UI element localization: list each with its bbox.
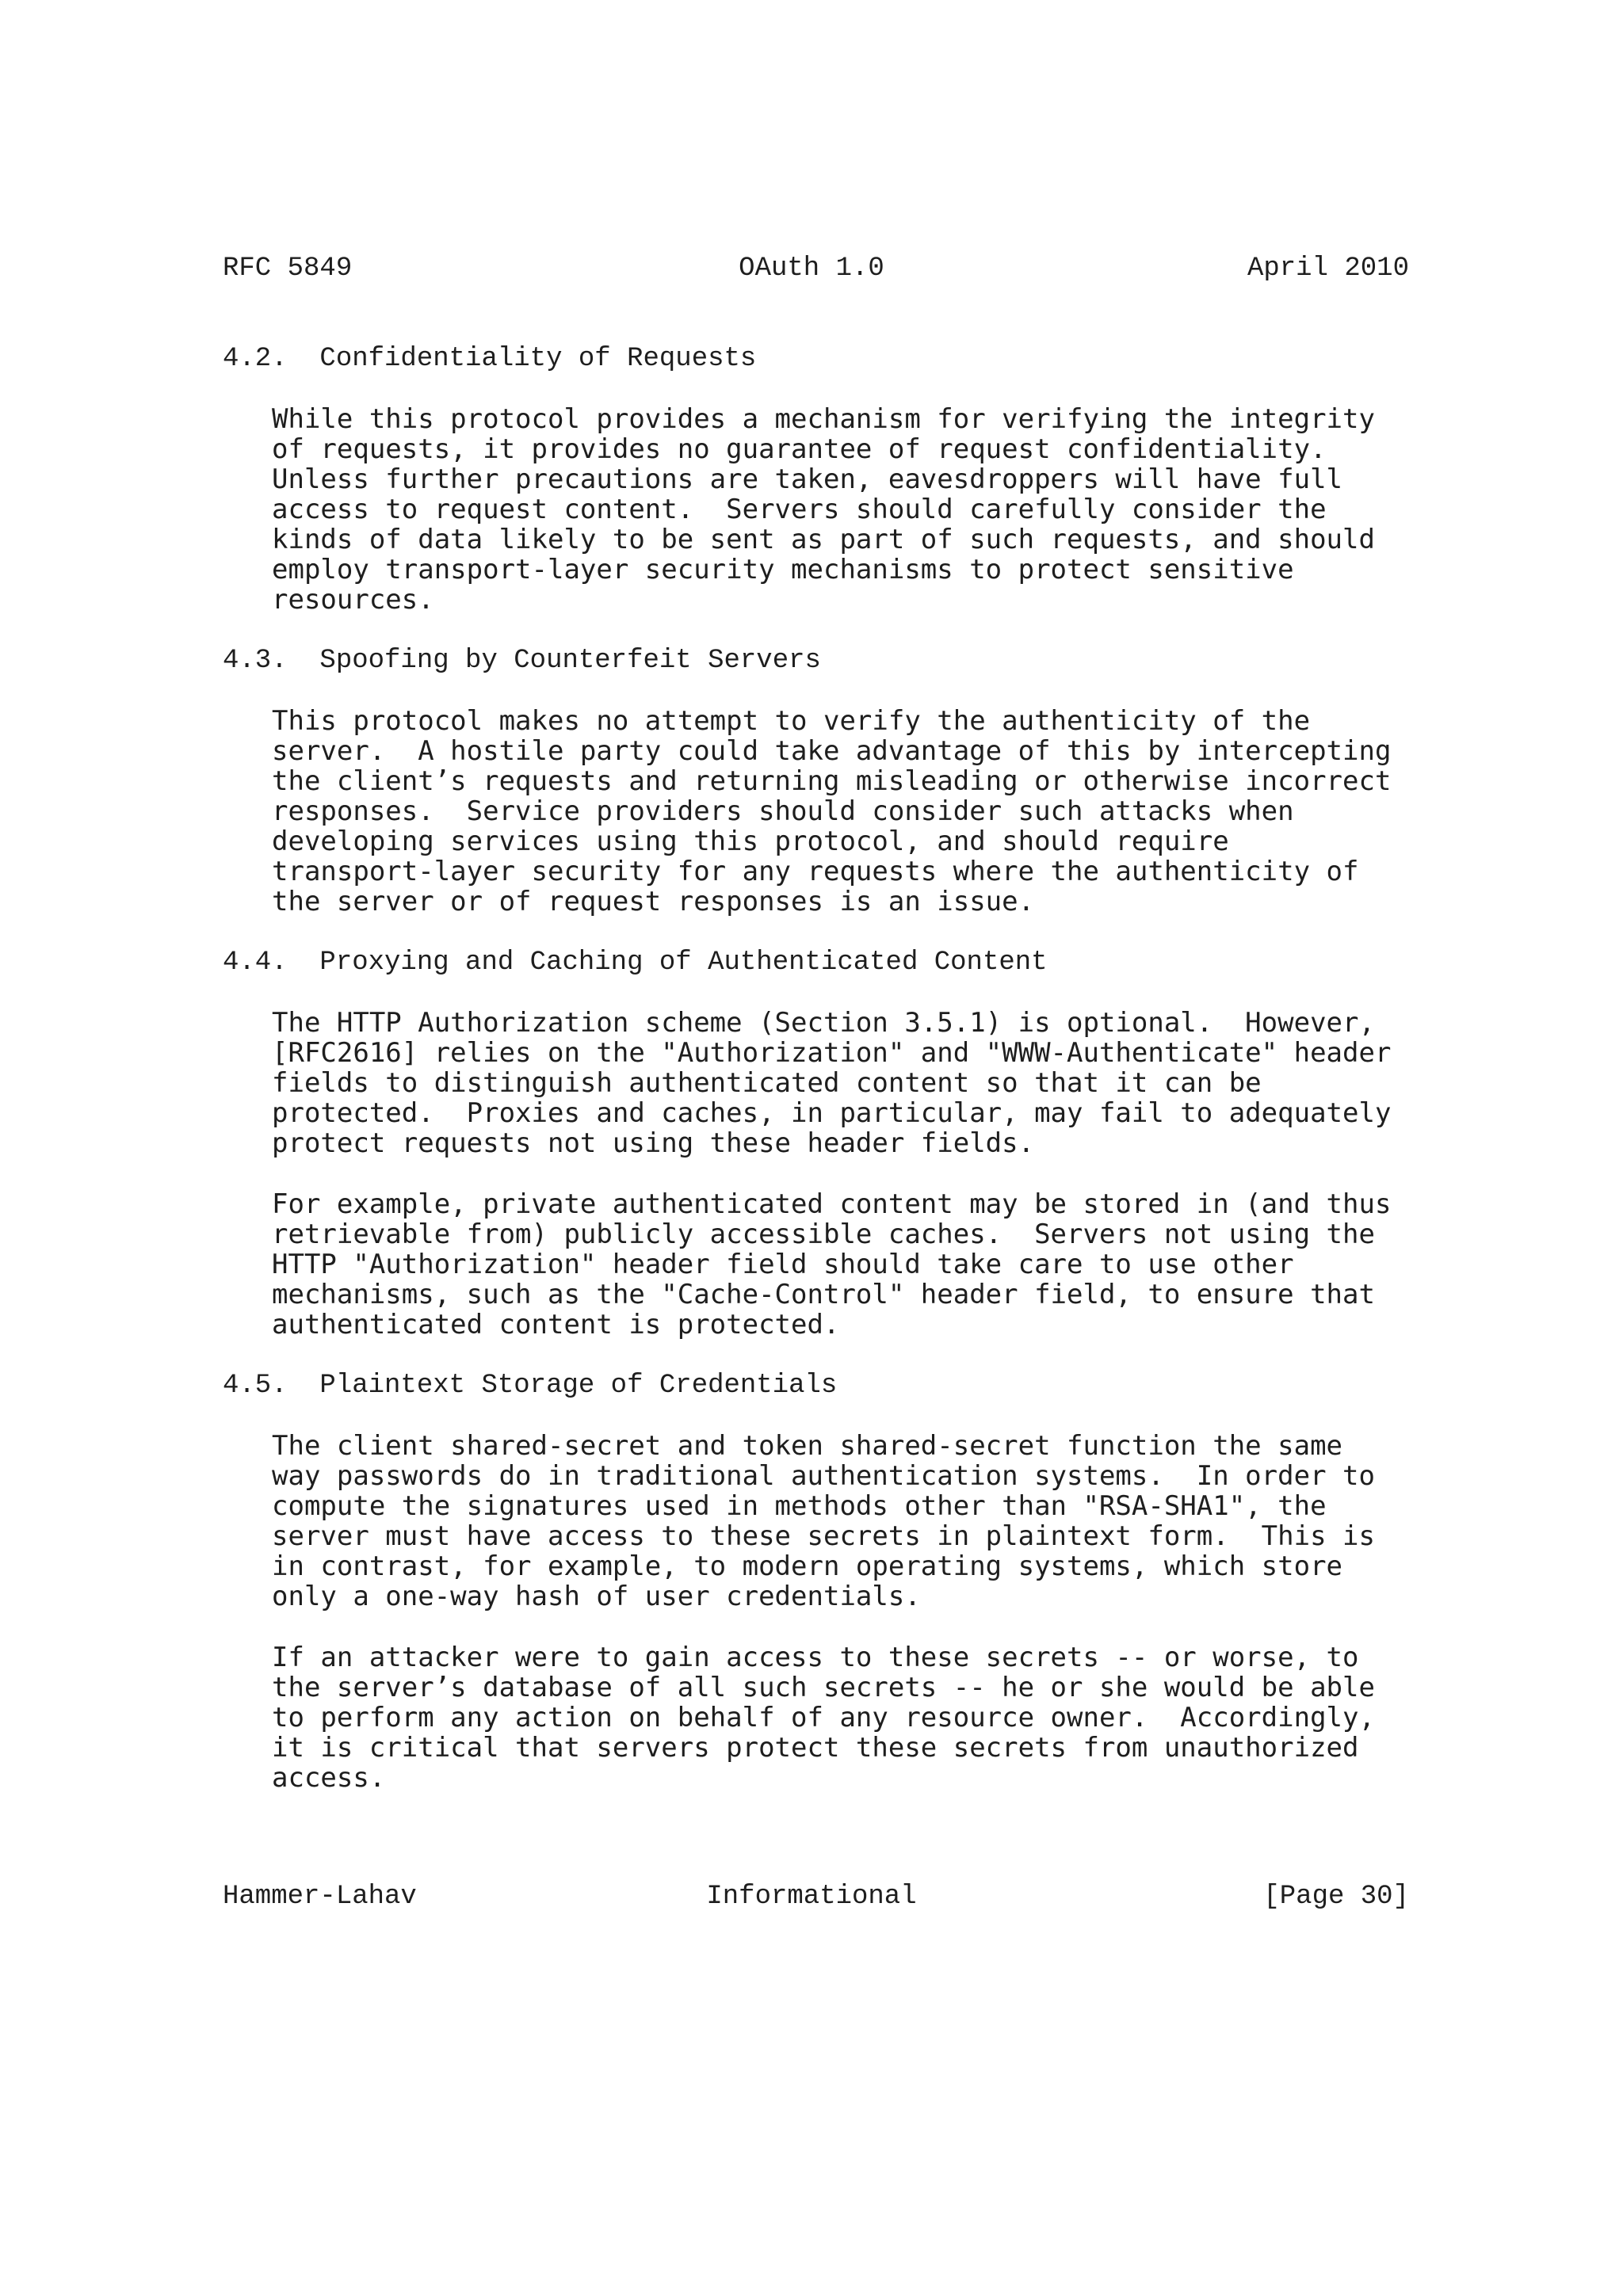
section-heading-4-2: 4.2. Confidentiality of Requests <box>223 344 757 374</box>
header-rfc-number: RFC 5849 <box>223 254 353 284</box>
section-4-5-paragraph-2: If an attacker were to gain access to these secrets -- or worse, to the server’s database of all such secrets -- he or she would be able to perform any action on behalf of any resource owner. Accordingly, it is critical that servers protect these secrets from unauthorized access. <box>272 1642 1375 1794</box>
section-4-4-paragraph-1: The HTTP Authorization scheme (Section 3.5.1) is optional. However, [RFC2616] relies on the "Authorization" and "WWW-Authenticate" header fields to distinguish authenticated content so that it can be protected. Proxies and caches, in particular, may fail to adequately protect requests not using these header fields. <box>272 1007 1392 1159</box>
section-heading-4-4: 4.4. Proxying and Caching of Authenticated Content <box>223 948 1048 978</box>
section-heading-4-5: 4.5. Plaintext Storage of Credentials <box>223 1371 838 1401</box>
section-4-4-paragraph-2: For example, private authenticated content may be stored in (and thus retrievable from) publicly accessible caches. Servers not using the HTTP "Authorization" header field should take care to use other mechanisms, such as the "Cache-Control" header field, to ensure that authenticated content is protected. <box>272 1188 1392 1341</box>
header-date: April 2010 <box>1247 254 1409 284</box>
section-4-3-paragraph-1: This protocol makes no attempt to verify the authenticity of the server. A hostile party could take advantage of this by intercepting the client’s requests and returning misleading or otherwise incorrect responses. Service providers should consider such attacks when developing services using this protocol, and should require transport-layer security for any requests where the authenticity of the server or of request responses is an issue. <box>272 705 1392 917</box>
footer-category: Informational <box>706 1882 917 1912</box>
section-4-2-paragraph-1: While this protocol provides a mechanism for verifying the integrity of requests, it provides no guarantee of request confidentiality. Unless further precautions are taken, eavesdroppers will have full access to request content. Servers should carefully consider the kinds of data likely to be sent as part of such requests, and should employ transport-layer security mechanisms to protect sensitive resources. <box>272 403 1375 616</box>
section-4-5-paragraph-1: The client shared-secret and token shared-secret function the same way passwords do in traditional authentication systems. In order to compute the signatures used in methods other than "RSA-SHA1", the server must have access to these secrets in plaintext form. This is in contrast, for example, to modern operating systems, which store only a one-way hash of user credentials. <box>272 1430 1375 1612</box>
footer-page-number: [Page 30] <box>1263 1882 1409 1912</box>
header-title: OAuth 1.0 <box>739 254 884 284</box>
section-heading-4-3: 4.3. Spoofing by Counterfeit Servers <box>223 646 821 676</box>
footer-author: Hammer-Lahav <box>223 1882 417 1912</box>
